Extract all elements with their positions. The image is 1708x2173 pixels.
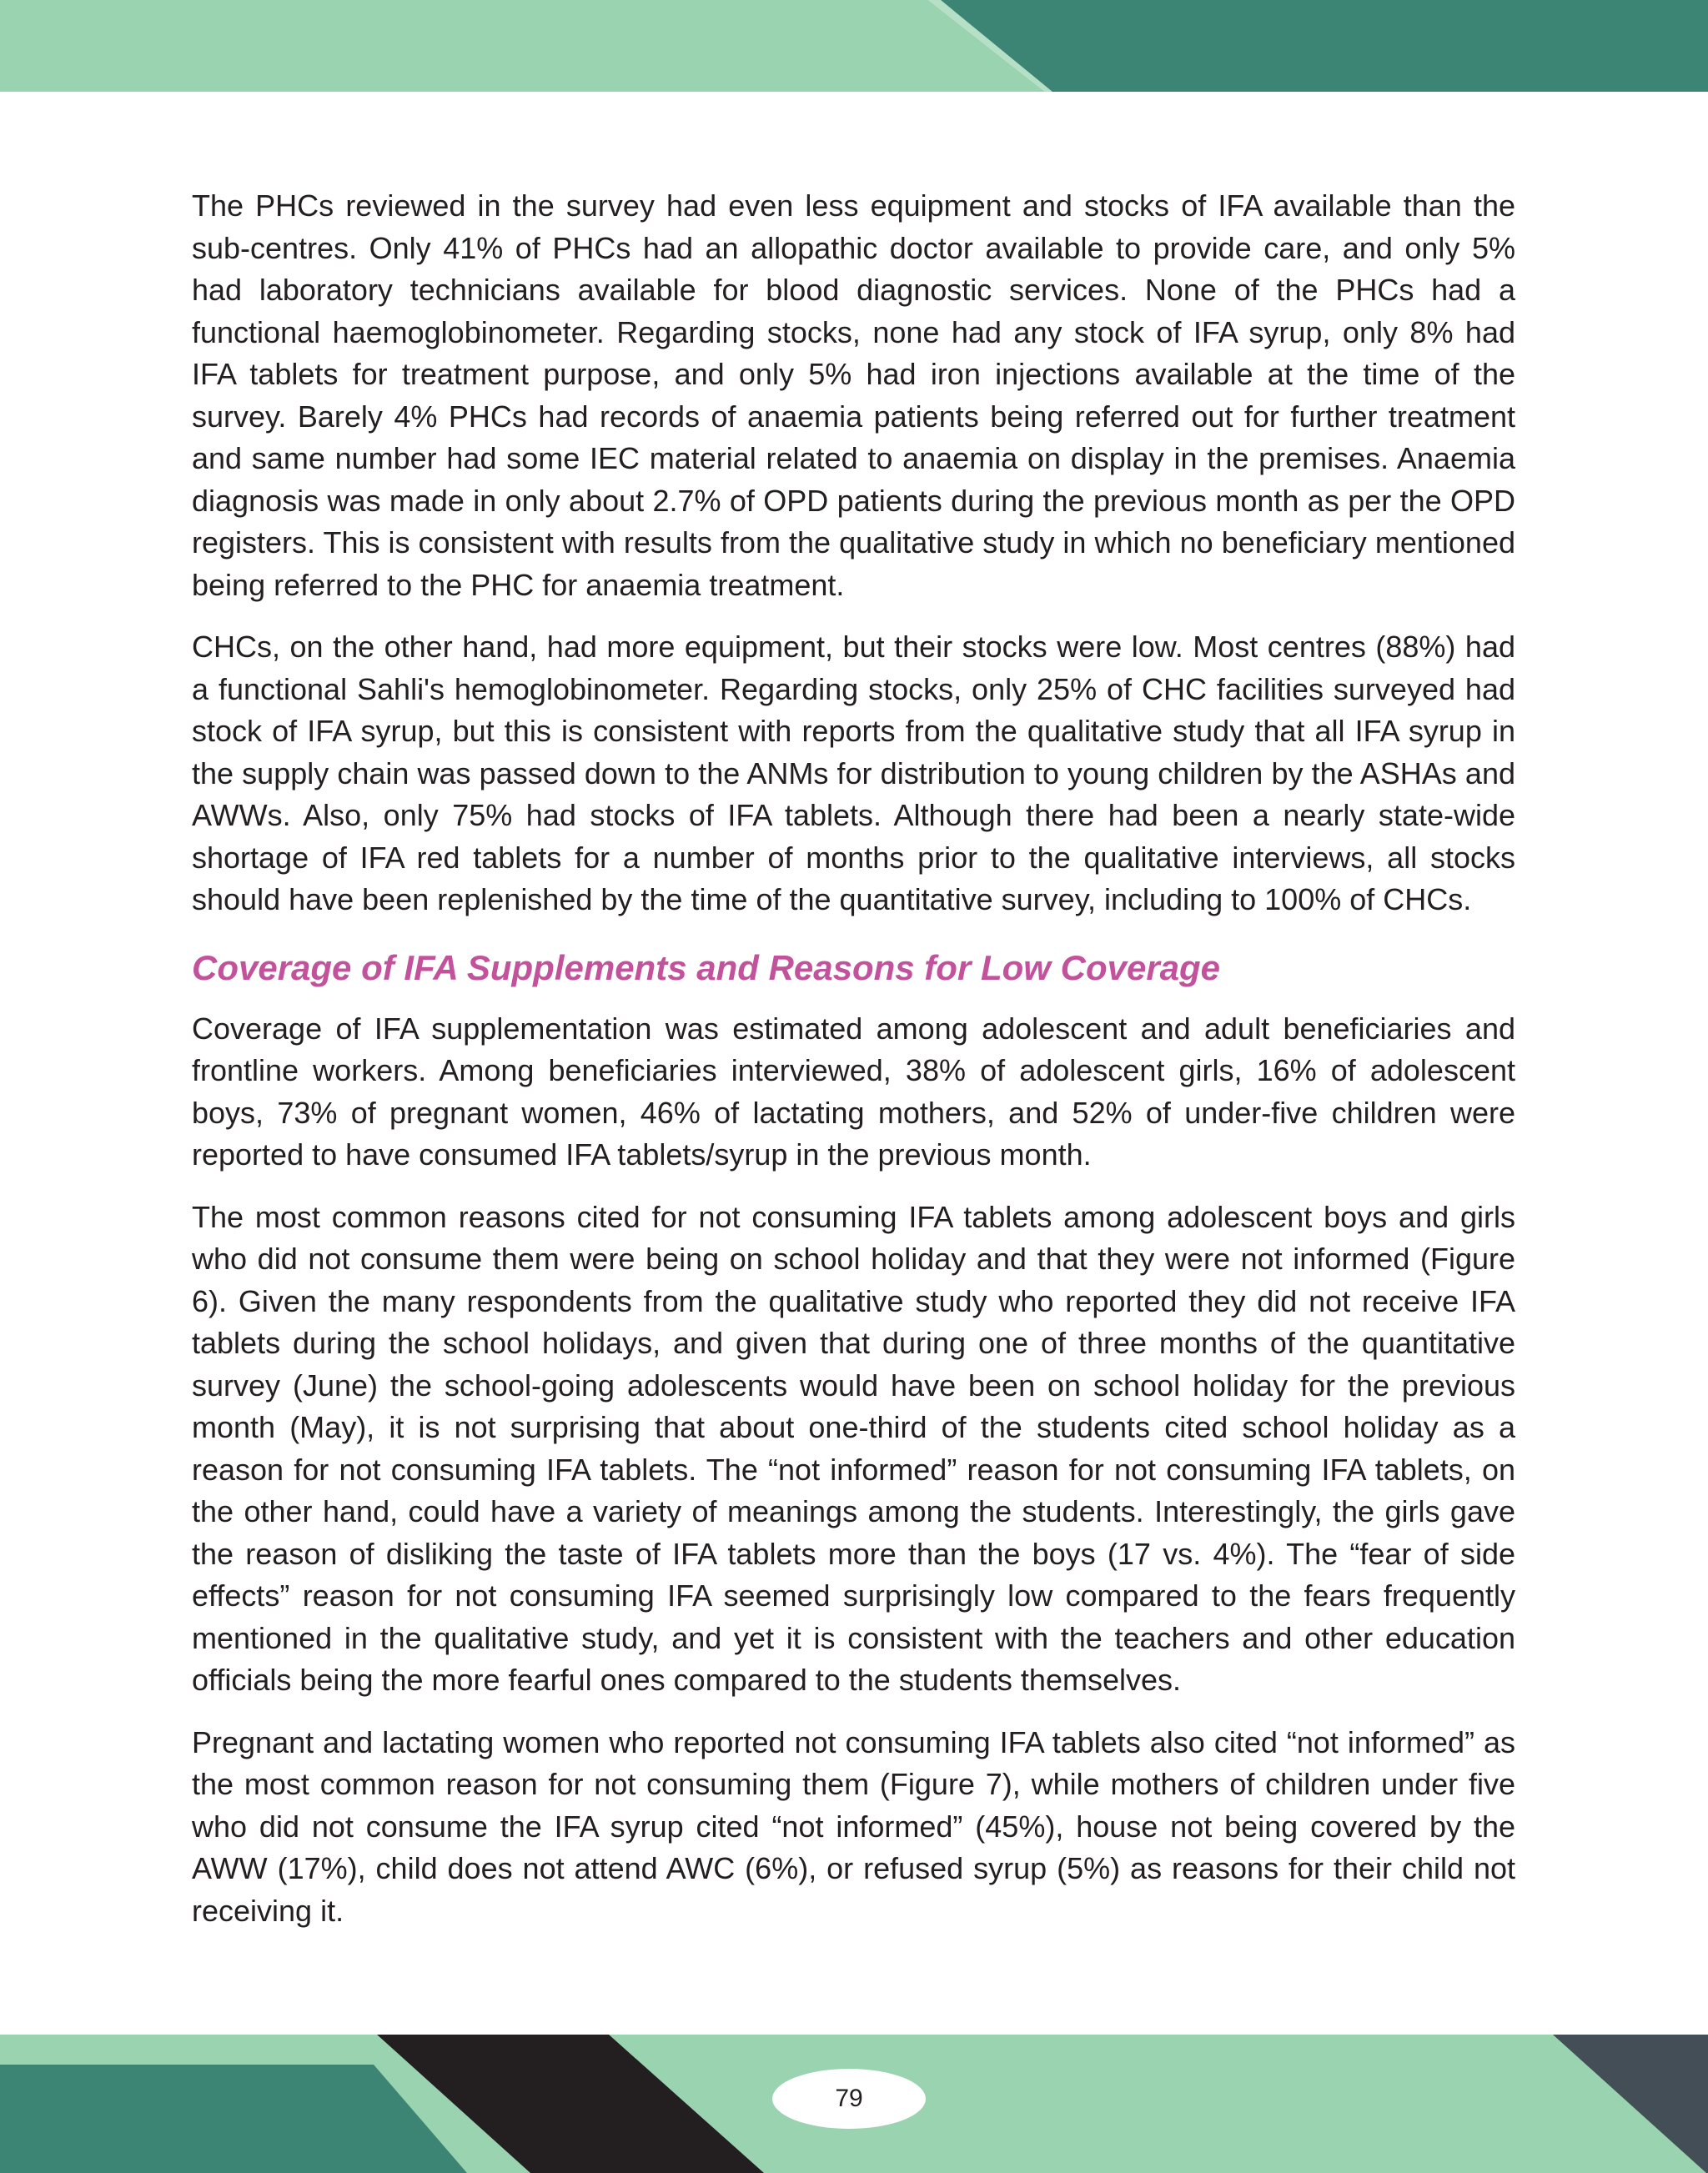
paragraph-women-reasons: Pregnant and lactating women who reported not consuming IFA tablets also cited “not informed” as the most common reason for not consuming them (Figure 7), while mothers of children under five who did not consume the IFA syrup cited “not informed” (45%), house not being covered by the AWW (17%), child does not attend AWC (6%), or refused syrup (5%) as reasons for their child not receiving it. [192,1724,1515,1928]
paragraph-phcs: The PHCs reviewed in the survey had even less equipment and stocks of IFA available than the sub-centres. Only 41% of PHCs had an allopathic doctor available to provide care, and only 5% had laboratory technicians available for blood diagnostic services. None of the PHCs had a functional haemoglobinometer. Regarding stocks, none had any stock of IFA syrup, only 8% had IFA tablets for treatment purpose, and only 5% had iron injections available at the time of the survey. Barely 4% PHCs had records of anaemia patients being referred out for further treatment and same number had some IEC material related to anaemia on display in the premises. Anaemia diagnosis was made in only about 2.7% of OPD patients during the previous month as per the OPD registers. This is consistent with results from the qualitative study in which no beneficiary mentioned being referred to the PHC for anaemia treatment. [192,188,1515,602]
header-teal-band [927,0,1708,92]
paragraph-coverage: Coverage of IFA supplementation was estimated among adolescent and adult beneficiaries and frontline workers. Among beneficiaries interviewed, 38% of adolescent girls, 16% of adolescent boys, 73% of pregnant women, 46% of lactating mothers, and 52% of under-five children were reported to have consumed IFA tablets/syrup in the previous month. [192,1011,1515,1172]
header-decorative-band [0,0,1708,92]
paragraph-chcs: CHCs, on the other hand, had more equipment, but their stocks were low. Most centres (88%) had a functional Sahli's hemoglobinometer. Regarding stocks, only 25% of CHC facilities surveyed had stock of IFA syrup, but this is consistent with reports from the qualitative study that all IFA syrup in the supply chain was passed down to the ANMs for distribution to young children by the ASHAs and AWWs. Also, only 75% had stocks of IFA tablets. Although there had been a nearly state-wide shortage of IFA red tablets for a number of months prior to the qualitative interviews, all stocks should have been replenished by the time of the quantitative survey, including to 100% of CHCs. [192,630,1515,916]
paragraph-adolescent-reasons: The most common reasons cited for not consuming IFA tablets among adolescent boys and girls who did not consume them were being on school holiday and that they were not informed (Figure 6). Given the many respondents from the qualitative study who reported they did not receive IFA tablets during the school holidays, and given that during one of three months of the quantitative survey (June) the school-going adolescents would have been on school holiday for the previous month (May), it is not surprising that about one-third of the students cited school holiday as a reason for not consuming IFA tablets. The “not informed” reason for not consuming IFA tablets, on the other hand, could have a variety of meanings among the students. Interestingly, the girls gave the reason of disliking the taste of IFA tablets more than the boys (17 vs. 4%). The “fear of side effects” reason for not consuming IFA seemed surprisingly low compared to the fears frequently mentioned in the qualitative study, and yet it is consistent with the teachers and other education officials being the more fearful ones compared to the students themselves. [192,1199,1515,1697]
main-content [192,185,1515,1952]
page-number-badge [772,2069,926,2129]
section-heading: Coverage of IFA Supplements and Reasons for Low Coverage [192,947,1221,987]
page-number: 79 [835,2085,863,2112]
